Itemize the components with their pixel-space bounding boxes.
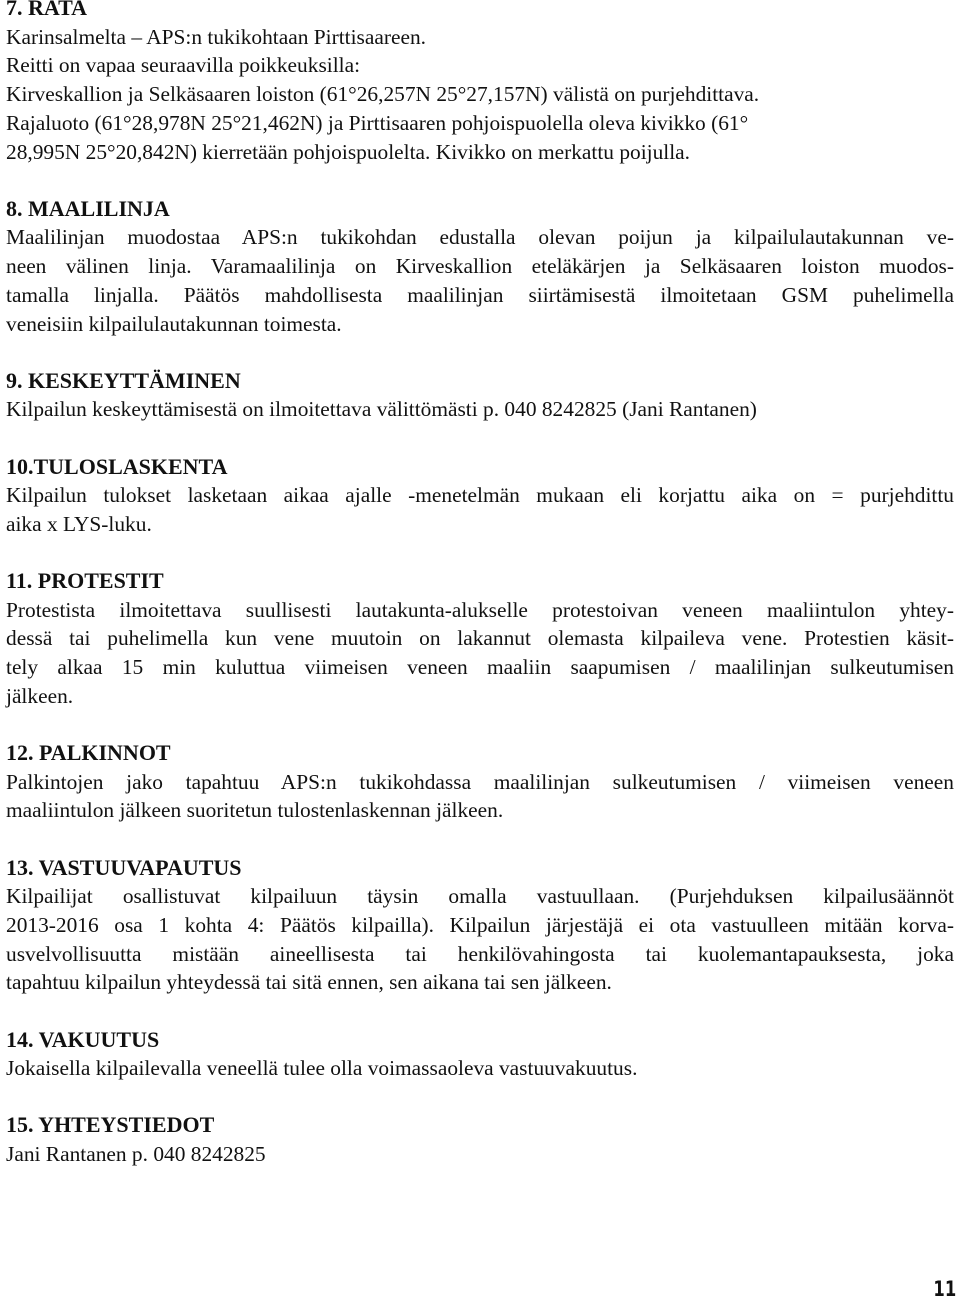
section <box>6 1026 954 1083</box>
section-heading: 13. VASTUUVAPAUTUS <box>6 854 242 880</box>
page-number: 11 <box>933 1277 956 1301</box>
section <box>6 367 954 424</box>
body-text-line: tamalla linjalla. Päätös mahdollisesta maalilinjan siirtämisestä ilmoitetaan GSM puhelimella <box>6 282 954 307</box>
body-text-line: Protestista ilmoitettava suullisesti lautakunta-alukselle protestoivan veneen maaliintulon yhtey- <box>6 597 954 622</box>
body-text-line: Kilpailijat osallistuvat kilpailuun täysin omalla vastuullaan. (Purjehduksen kilpailusäännöt <box>6 884 954 908</box>
section <box>6 854 954 998</box>
section <box>6 453 954 539</box>
body-text-line: Karinsalmelta – APS:n tukikohtaan Pirttisaareen. <box>6 24 427 49</box>
body-text-line: veneisiin kilpailulautakunnan toimesta. <box>6 311 342 336</box>
section-heading: 7. RATA <box>6 0 88 20</box>
section <box>6 1111 954 1168</box>
body-text-line: Kirveskallion ja Selkäsaaren loiston (61°26,257N 25°27,157N) välistä on purjehdittava. <box>6 82 760 106</box>
body-text-line: Jokaisella kilpailevalla veneellä tulee olla voimassaoleva vastuuvakuutus. <box>6 1056 638 1080</box>
section-heading: 9. KESKEYTTÄMINEN <box>6 367 241 393</box>
body-text-line: usvelvollisuutta mistään aineellisesta tai henkilövahingosta tai kuolemantapauksesta, joka <box>6 941 954 966</box>
body-text-line: dessä tai puhelimella kun vene muutoin on lakannut olemasta kilpaileva vene. Protestien käsit- <box>6 626 954 651</box>
body-text-line: Kilpailun keskeyttämisestä on ilmoitettava välittömästi p. 040 8242825 (Jani Rantanen) <box>6 397 757 422</box>
body-text-line: Palkintojen jako tapahtuu APS:n tukikohdassa maalilinjan sulkeutumisen / viimeisen veneen <box>6 769 954 794</box>
section-heading: 15. YHTEYSTIEDOT <box>6 1112 215 1138</box>
body-text-line: neen välinen linja. Varamaalilinja on Kirveskallion eteläkärjen ja Selkäsaaren loiston muodos- <box>6 254 954 278</box>
section <box>6 739 954 825</box>
section <box>6 567 954 711</box>
body-text-line: maaliintulon jälkeen suoritetun tulostenlaskennan jälkeen. <box>6 798 504 823</box>
body-text-line: 28,995N 25°20,842N) kierretään pohjoispuolelta. Kivikko on merkattu poijulla. <box>6 139 691 164</box>
body-text-line: tapahtuu kilpailun yhteydessä tai sitä ennen, sen aikana tai sen jälkeen. <box>6 970 612 995</box>
body-text-line: aika x LYS-luku. <box>6 511 152 536</box>
section-heading: 8. MAALILINJA <box>6 195 170 221</box>
body-text-line: jälkeen. <box>6 683 74 708</box>
section <box>6 195 954 339</box>
body-text-line: Rajaluoto (61°28,978N 25°21,462N) ja Pirttisaaren pohjoispuolella oleva kivikko (61° <box>6 110 749 135</box>
body-text-line: Maalilinjan muodostaa APS:n tukikohdan edustalla olevan poijun ja kilpailulautakunnan ve- <box>6 225 954 250</box>
section-heading: 10.TULOSLASKENTA <box>6 453 228 479</box>
document-page <box>6 0 954 1197</box>
body-text-line: Reitti on vapaa seuraavilla poikkeuksilla: <box>6 53 361 78</box>
body-text-line: tely alkaa 15 min kuluttua viimeisen veneen maaliin saapumisen / maalilinjan sulkeutumisen <box>6 655 954 679</box>
document-sections <box>6 0 954 1169</box>
section-heading: 12. PALKINNOT <box>6 740 171 765</box>
section-heading: 14. VAKUUTUS <box>6 1026 160 1052</box>
body-text-line: Jani Rantanen p. 040 8242825 <box>6 1141 266 1166</box>
section-heading: 11. PROTESTIT <box>6 568 164 593</box>
section <box>6 0 954 166</box>
body-text-line: 2013-2016 osa 1 kohta 4: Päätös kilpailla). Kilpailun järjestäjä ei ota vastuulleen mitään korva- <box>6 912 954 937</box>
body-text-line: Kilpailun tulokset lasketaan aikaa ajalle -menetelmän mukaan eli korjattu aika on = purjehdittu <box>6 483 954 507</box>
